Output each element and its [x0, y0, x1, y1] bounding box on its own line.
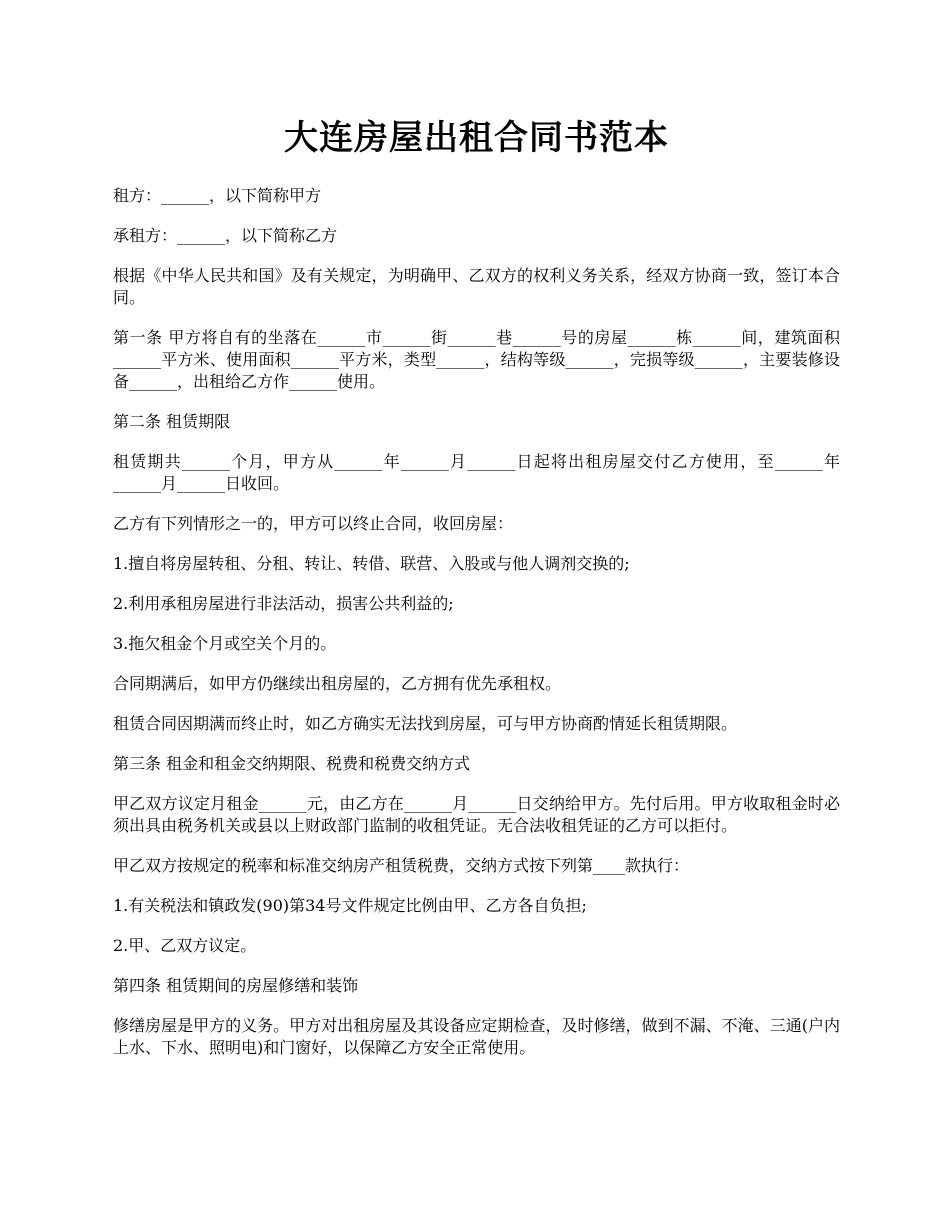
- termination-condition-1: 1.擅自将房屋转租、分租、转让、转借、联营、入股或与他人调剂交换的;: [113, 554, 630, 573]
- article-4-heading: 第四条 租赁期间的房屋修缮和装饰: [113, 976, 359, 995]
- extension-paragraph: 租赁合同因期满而终止时，如乙方确实无法找到房屋，可与甲方协商酌情延长租赁期限。: [113, 714, 738, 733]
- document-title: 大连房屋出租合同书范本: [284, 118, 669, 158]
- lease-term-paragraph: 租赁期共______个月，甲方从______年______月______日起将出租房屋交付乙方使用，至______年______月______日收回。: [113, 452, 840, 493]
- document-page: [113, 112, 840, 1077]
- termination-condition-3: 3.拖欠租金个月或空关个月的。: [113, 634, 337, 653]
- repair-paragraph: 修缮房屋是甲方的义务。甲方对出租房屋及其设备应定期检查，及时修缮，做到不漏、不淹、三通(户内上水、下水、照明电)和门窗好，以保障乙方安全正常使用。: [113, 1016, 840, 1057]
- tax-option-1: 1.有关税法和镇政发(90)第34号文件规定比例由甲、乙方各自负担;: [113, 896, 587, 915]
- article-1-paragraph: 第一条 甲方将自有的坐落在______市______街______巷______号的房屋______栋______间，建筑面积______平方米、使用面积______平方米，类型______，结构等级______，完损等级______，主要装修设备______，出租给乙方作______使用。: [113, 328, 840, 391]
- article-3-heading: 第三条 租金和租金交纳期限、税费和税费交纳方式: [113, 754, 471, 773]
- tax-payment-paragraph: 甲乙双方按规定的税率和标准交纳房产租赁税费，交纳方式按下列第____款执行：: [113, 856, 690, 875]
- lessee-line: 承租方：______，以下简称乙方: [113, 226, 338, 245]
- termination-condition-2: 2.利用承租房屋进行非法活动，损害公共利益的;: [113, 594, 454, 613]
- priority-lease-paragraph: 合同期满后，如甲方仍继续出租房屋的，乙方拥有优先承租权。: [113, 674, 562, 693]
- termination-conditions-intro: 乙方有下列情形之一的，甲方可以终止合同，收回房屋：: [113, 514, 514, 533]
- lessor-line: 租方：______，以下简称甲方: [113, 186, 322, 205]
- article-2-heading: 第二条 租赁期限: [113, 412, 231, 431]
- rent-payment-paragraph: 甲乙双方议定月租金______元，由乙方在______月______日交纳给甲方。先付后用。甲方收取租金时必须出具由税务机关或县以上财政部门监制的收租凭证。无合法收租凭证的乙方可以拒付。: [113, 794, 840, 835]
- tax-option-2: 2.甲、乙双方议定。: [113, 936, 257, 955]
- preamble-paragraph: 根据《中华人民共和国》及有关规定，为明确甲、乙双方的权利义务关系，经双方协商一致，签订本合同。: [113, 266, 840, 307]
